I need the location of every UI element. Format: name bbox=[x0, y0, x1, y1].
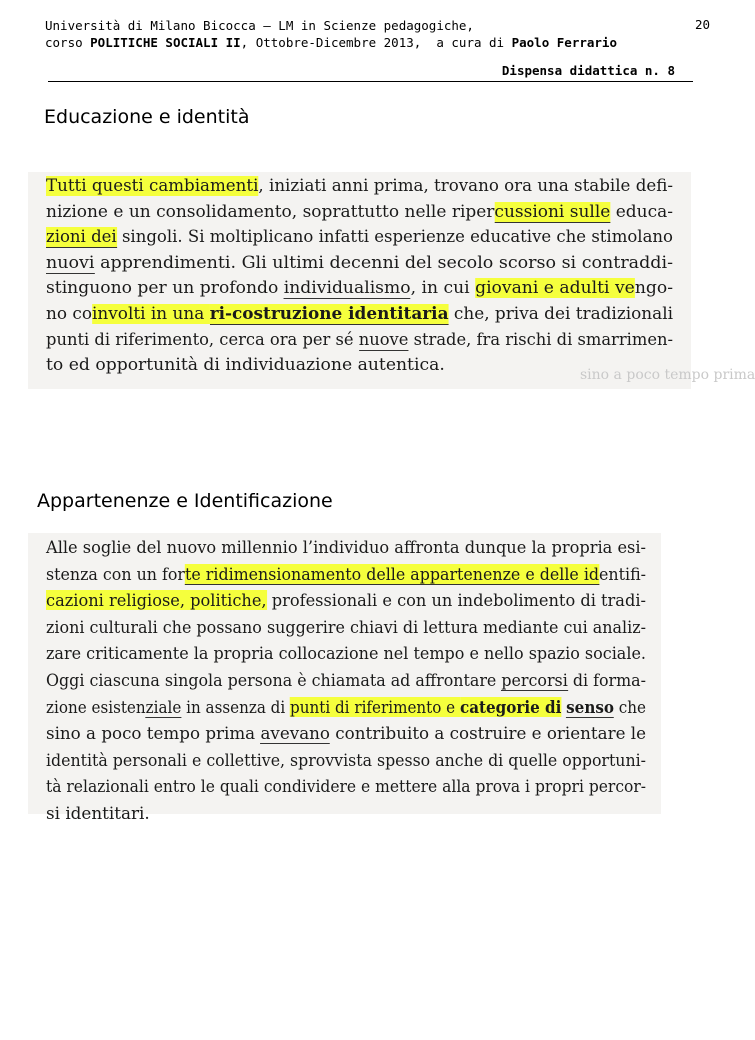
text-run: nizione e un consolidamento, soprattutto nelle riper bbox=[46, 201, 495, 222]
text-run: strade, fra rischi di smarrimen- bbox=[408, 329, 673, 350]
page-number: 20 bbox=[694, 17, 710, 32]
text-run: di forma- bbox=[567, 670, 646, 690]
highlighted-text: senso bbox=[566, 696, 614, 717]
text-line bbox=[46, 750, 646, 770]
text-run: , iniziati anni prima, trovano ora una stabile defi- bbox=[258, 176, 673, 196]
course-dates: , Ottobre-Dicembre 2013, a cura di bbox=[240, 35, 512, 50]
course-name: POLITICHE SOCIALI II bbox=[90, 35, 241, 50]
text-run: che, priva dei tradizionali bbox=[448, 304, 673, 324]
text-run: zioni culturali che possano suggerire chiavi di lettura mediante cui analiz- bbox=[46, 616, 646, 637]
text-line bbox=[46, 670, 646, 690]
text-run: educa- bbox=[610, 201, 673, 222]
bleed-through-text: sino a poco tempo prima bbox=[580, 367, 755, 383]
text-run: Oggi ciascuna singola persona è chiamata ad affrontare bbox=[46, 670, 502, 690]
highlighted-text: punti di riferimento e bbox=[290, 696, 460, 717]
text-run: zione esisten bbox=[46, 696, 146, 717]
course-prefix: corso bbox=[45, 35, 91, 50]
dispensa-label: Dispensa didattica n. 8 bbox=[501, 63, 675, 78]
text-run: to ed opportunità di individuazione autentica. bbox=[46, 355, 445, 376]
highlighted-text: Tutti questi cambiamenti bbox=[46, 176, 259, 196]
header-line-2 bbox=[45, 34, 695, 51]
highlighted-text: zioni dei bbox=[46, 227, 117, 248]
text-run: ngo- bbox=[634, 278, 673, 299]
document-header bbox=[45, 17, 695, 51]
text-run: entifi- bbox=[599, 563, 646, 584]
text-line bbox=[46, 330, 673, 350]
text-line bbox=[46, 643, 646, 663]
text-line bbox=[46, 803, 150, 823]
text-line bbox=[46, 202, 673, 222]
text-line bbox=[46, 617, 646, 637]
text-line bbox=[46, 697, 646, 717]
text-run: tà relazionali entro le quali condividere e mettere alla prova i propri percor- bbox=[46, 776, 646, 797]
text-run: singoli. Si moltiplicano infatti esperienze educative che stimolano bbox=[116, 227, 674, 248]
text-run: contribuito a costruire e orientare le bbox=[329, 723, 646, 744]
scanned-excerpt-appartenenze bbox=[28, 533, 661, 823]
text-run: si identitari. bbox=[46, 803, 150, 823]
text-line bbox=[46, 253, 673, 273]
text-run: , in cui bbox=[410, 278, 476, 299]
highlighted-text: involti in una bbox=[92, 304, 210, 324]
highlighted-text: cazioni religiose, politiche, bbox=[46, 590, 267, 611]
text-run: in assenza di bbox=[181, 696, 291, 717]
text-run: sino a poco tempo prima bbox=[46, 723, 261, 744]
text-line bbox=[46, 590, 646, 610]
section-title-appartenenze: Appartenenze e Identificazione bbox=[37, 490, 333, 512]
text-line bbox=[46, 176, 673, 196]
author-name: Paolo Ferrario bbox=[511, 35, 617, 50]
text-line bbox=[46, 355, 445, 375]
highlighted-text: ri-costruzione identitaria bbox=[209, 304, 449, 324]
text-line bbox=[46, 227, 673, 247]
text-run: punti di riferimento, cerca ora per sé bbox=[46, 329, 359, 350]
header-divider bbox=[48, 81, 693, 82]
text-run: professionali e con un indebolimento di tradi- bbox=[266, 590, 646, 611]
text-run: no co bbox=[46, 304, 93, 324]
text-run: stinguono per un profondo bbox=[46, 278, 284, 299]
text-line bbox=[46, 278, 673, 298]
text-run: apprendimenti. Gli ultimi decenni del secolo scorso si contraddi- bbox=[94, 252, 674, 273]
text-run: Alle soglie del nuovo millennio l’individuo affronta dunque la propria esi- bbox=[46, 537, 646, 557]
text-line bbox=[46, 723, 646, 743]
text-run: che bbox=[613, 696, 646, 717]
header-line-1: Università di Milano Bicocca – LM in Scienze pedagogiche, bbox=[45, 18, 474, 33]
text-line bbox=[46, 304, 673, 324]
text-run: zare criticamente la propria collocazione nel tempo e nello spazio sociale. bbox=[46, 643, 646, 664]
scanned-excerpt-educazione bbox=[28, 172, 755, 389]
highlighted-text: te ridimensionamento delle appartenenze e delle id bbox=[185, 563, 600, 584]
text-line bbox=[46, 537, 646, 557]
highlighted-text: nuove bbox=[358, 329, 409, 350]
section-title-educazione: Educazione e identità bbox=[44, 106, 250, 128]
highlighted-text: categorie di bbox=[459, 696, 562, 717]
highlighted-text: percorsi bbox=[501, 670, 568, 690]
text-line bbox=[46, 776, 646, 796]
highlighted-text: nuovi bbox=[46, 252, 95, 273]
text-run: stenza con un for bbox=[46, 563, 186, 584]
highlighted-text: individualismo bbox=[283, 278, 411, 299]
text-line bbox=[46, 564, 646, 584]
highlighted-text: avevano bbox=[260, 723, 330, 744]
highlighted-text: cussioni sulle bbox=[494, 201, 611, 222]
text-run: identità personali e collettive, sprovvista spesso anche di quelle opportuni- bbox=[46, 749, 646, 770]
highlighted-text: ziale bbox=[145, 696, 182, 717]
highlighted-text: giovani e adulti ve bbox=[475, 278, 635, 299]
